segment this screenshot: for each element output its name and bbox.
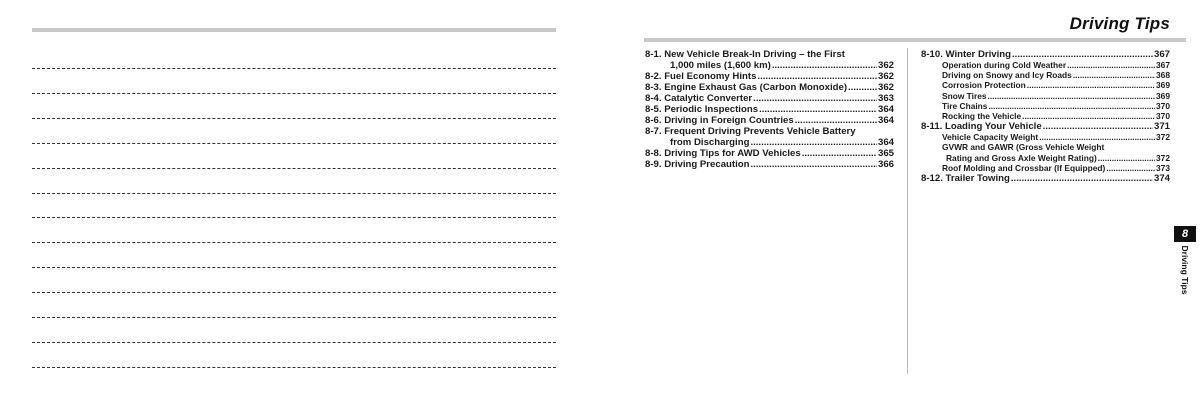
dot-leader (1098, 153, 1155, 163)
note-line (32, 242, 556, 243)
toc-page-number: 362 (877, 71, 894, 82)
toc-entry-title: 1,000 miles (1,600 km) (670, 60, 771, 71)
toc-subentry (921, 142, 1170, 152)
toc-page-number: 366 (877, 159, 894, 170)
chapter-thumb-label: Driving Tips (1180, 245, 1190, 295)
toc-entry-title: 8-2. Fuel Economy Hints (645, 71, 757, 82)
toc-page-number: 369 (1156, 80, 1170, 91)
note-line (32, 292, 556, 293)
dot-leader (772, 60, 877, 71)
dot-leader (1067, 60, 1155, 70)
toc-subentry[interactable] (921, 163, 1170, 173)
column-divider (907, 48, 908, 374)
toc-entry-title: 8-3. Engine Exhaust Gas (Carbon Monoxide) (645, 82, 848, 93)
toc-entry[interactable] (645, 137, 894, 148)
dot-leader (795, 115, 877, 126)
toc-entry-title: from Discharging (670, 137, 750, 148)
toc-page-number: 371 (1153, 121, 1170, 133)
toc-entry-title: Operation during Cold Weather (942, 60, 1067, 70)
note-line (32, 193, 556, 194)
toc-page-number: 365 (877, 148, 894, 159)
toc-page-number: 364 (877, 137, 894, 148)
toc-entry[interactable] (921, 121, 1170, 132)
toc-page-number: 367 (1153, 49, 1170, 60)
dot-leader (1012, 49, 1153, 60)
note-line (32, 367, 556, 368)
toc-column-left (645, 49, 894, 170)
dot-leader (1022, 111, 1155, 121)
dot-leader (1073, 70, 1155, 80)
dot-leader (1106, 163, 1155, 173)
toc-subentry[interactable] (921, 60, 1170, 70)
toc-entry-title: Roof Molding and Crossbar (If Equipped) (942, 162, 1106, 173)
note-line (32, 267, 556, 268)
toc-page-number: 372 (1156, 132, 1170, 143)
toc-page-number: 370 (1156, 100, 1170, 111)
dot-leader (988, 91, 1155, 101)
toc-entry[interactable] (645, 148, 894, 159)
toc-entry-title: 8-6. Driving in Foreign Countries (645, 115, 794, 126)
toc-entry-title: 8-4. Catalytic Converter (645, 93, 753, 104)
toc-entry[interactable] (645, 82, 894, 93)
toc-entry[interactable] (921, 173, 1170, 184)
note-line (32, 168, 556, 169)
toc-entry-title: Driving on Snowy and Icy Roads (942, 70, 1072, 81)
toc-entry-title: 8-8. Driving Tips for AWD Vehicles (645, 148, 801, 159)
dot-leader (1011, 173, 1153, 184)
toc-page-number: 362 (877, 60, 894, 71)
dot-leader (848, 82, 877, 93)
toc-entry-title: 8-10. Winter Driving (921, 49, 1012, 60)
toc-subentry[interactable] (921, 101, 1170, 111)
toc-entry[interactable] (921, 49, 1170, 60)
note-line (32, 317, 556, 318)
note-line (32, 68, 556, 69)
toc-page-number: 363 (877, 93, 894, 104)
dot-leader (753, 93, 877, 104)
toc-entry[interactable] (645, 115, 894, 126)
toc-entry-title: Vehicle Capacity Weight (942, 132, 1039, 143)
toc-page-number: 367 (1156, 60, 1170, 70)
toc-page-number: 368 (1156, 70, 1170, 81)
toc-entry-title: 8-12. Trailer Towing (921, 173, 1010, 185)
toc-subentry[interactable] (921, 70, 1170, 80)
dot-leader (1027, 80, 1155, 90)
dot-leader (759, 104, 877, 115)
toc-page-number: 372 (1156, 152, 1170, 163)
toc-entry-title: Snow Tires (942, 90, 987, 101)
toc-entry[interactable] (645, 93, 894, 104)
toc-page-number: 370 (1156, 111, 1170, 122)
dot-leader (1039, 132, 1155, 142)
toc-page-number: 364 (877, 104, 894, 115)
left-page-header-rule (32, 28, 556, 32)
note-line (32, 217, 556, 218)
toc-entry-title: 8-9. Driving Precaution (645, 159, 750, 170)
dot-leader (757, 71, 877, 82)
toc-entry[interactable] (645, 60, 894, 71)
toc-subentry[interactable] (921, 153, 1170, 163)
toc-entry-title: Corrosion Protection (942, 80, 1026, 91)
toc-entry (645, 126, 894, 137)
note-line (32, 143, 556, 144)
toc-entry[interactable] (645, 71, 894, 82)
chapter-title: Driving Tips (1069, 14, 1170, 33)
toc-subentry[interactable] (921, 111, 1170, 121)
dot-leader (802, 148, 877, 159)
toc-subentry[interactable] (921, 80, 1170, 90)
toc-entry-title: Rating and Gross Axle Weight Rating) (946, 152, 1097, 163)
toc-entry-title: 8-7. Frequent Driving Prevents Vehicle Battery (645, 126, 856, 137)
toc-subentry[interactable] (921, 132, 1170, 142)
right-page-header-rule (644, 38, 1186, 42)
toc-entry-title: 8-5. Periodic Inspections (645, 104, 759, 115)
toc-entry-title: Rocking the Vehicle (942, 111, 1022, 122)
toc-page-number: 374 (1153, 173, 1170, 185)
toc-page-number: 369 (1156, 90, 1170, 101)
note-line (32, 342, 556, 343)
toc-entry-title: Tire Chains (942, 100, 988, 111)
toc-entry-title: 8-11. Loading Your Vehicle (921, 121, 1042, 133)
toc-entry[interactable] (645, 159, 894, 170)
dot-leader (750, 137, 877, 148)
toc-page-number: 373 (1156, 162, 1170, 173)
toc-column-right (921, 49, 1170, 184)
dot-leader (751, 159, 877, 170)
toc-page-number: 362 (877, 82, 894, 93)
note-line (32, 118, 556, 119)
toc-page-number: 364 (877, 115, 894, 126)
toc-entry-title: GVWR and GAWR (Gross Vehicle Weight (942, 142, 1105, 153)
dot-leader (1043, 121, 1153, 132)
toc-entry-title: 8-1. New Vehicle Break-In Driving – the First (645, 49, 845, 60)
chapter-thumb-tab[interactable]: 8 (1174, 226, 1196, 242)
toc-entry (645, 49, 894, 60)
dot-leader (988, 101, 1155, 111)
toc-entry[interactable] (645, 104, 894, 115)
note-line (32, 93, 556, 94)
toc-subentry[interactable] (921, 91, 1170, 101)
